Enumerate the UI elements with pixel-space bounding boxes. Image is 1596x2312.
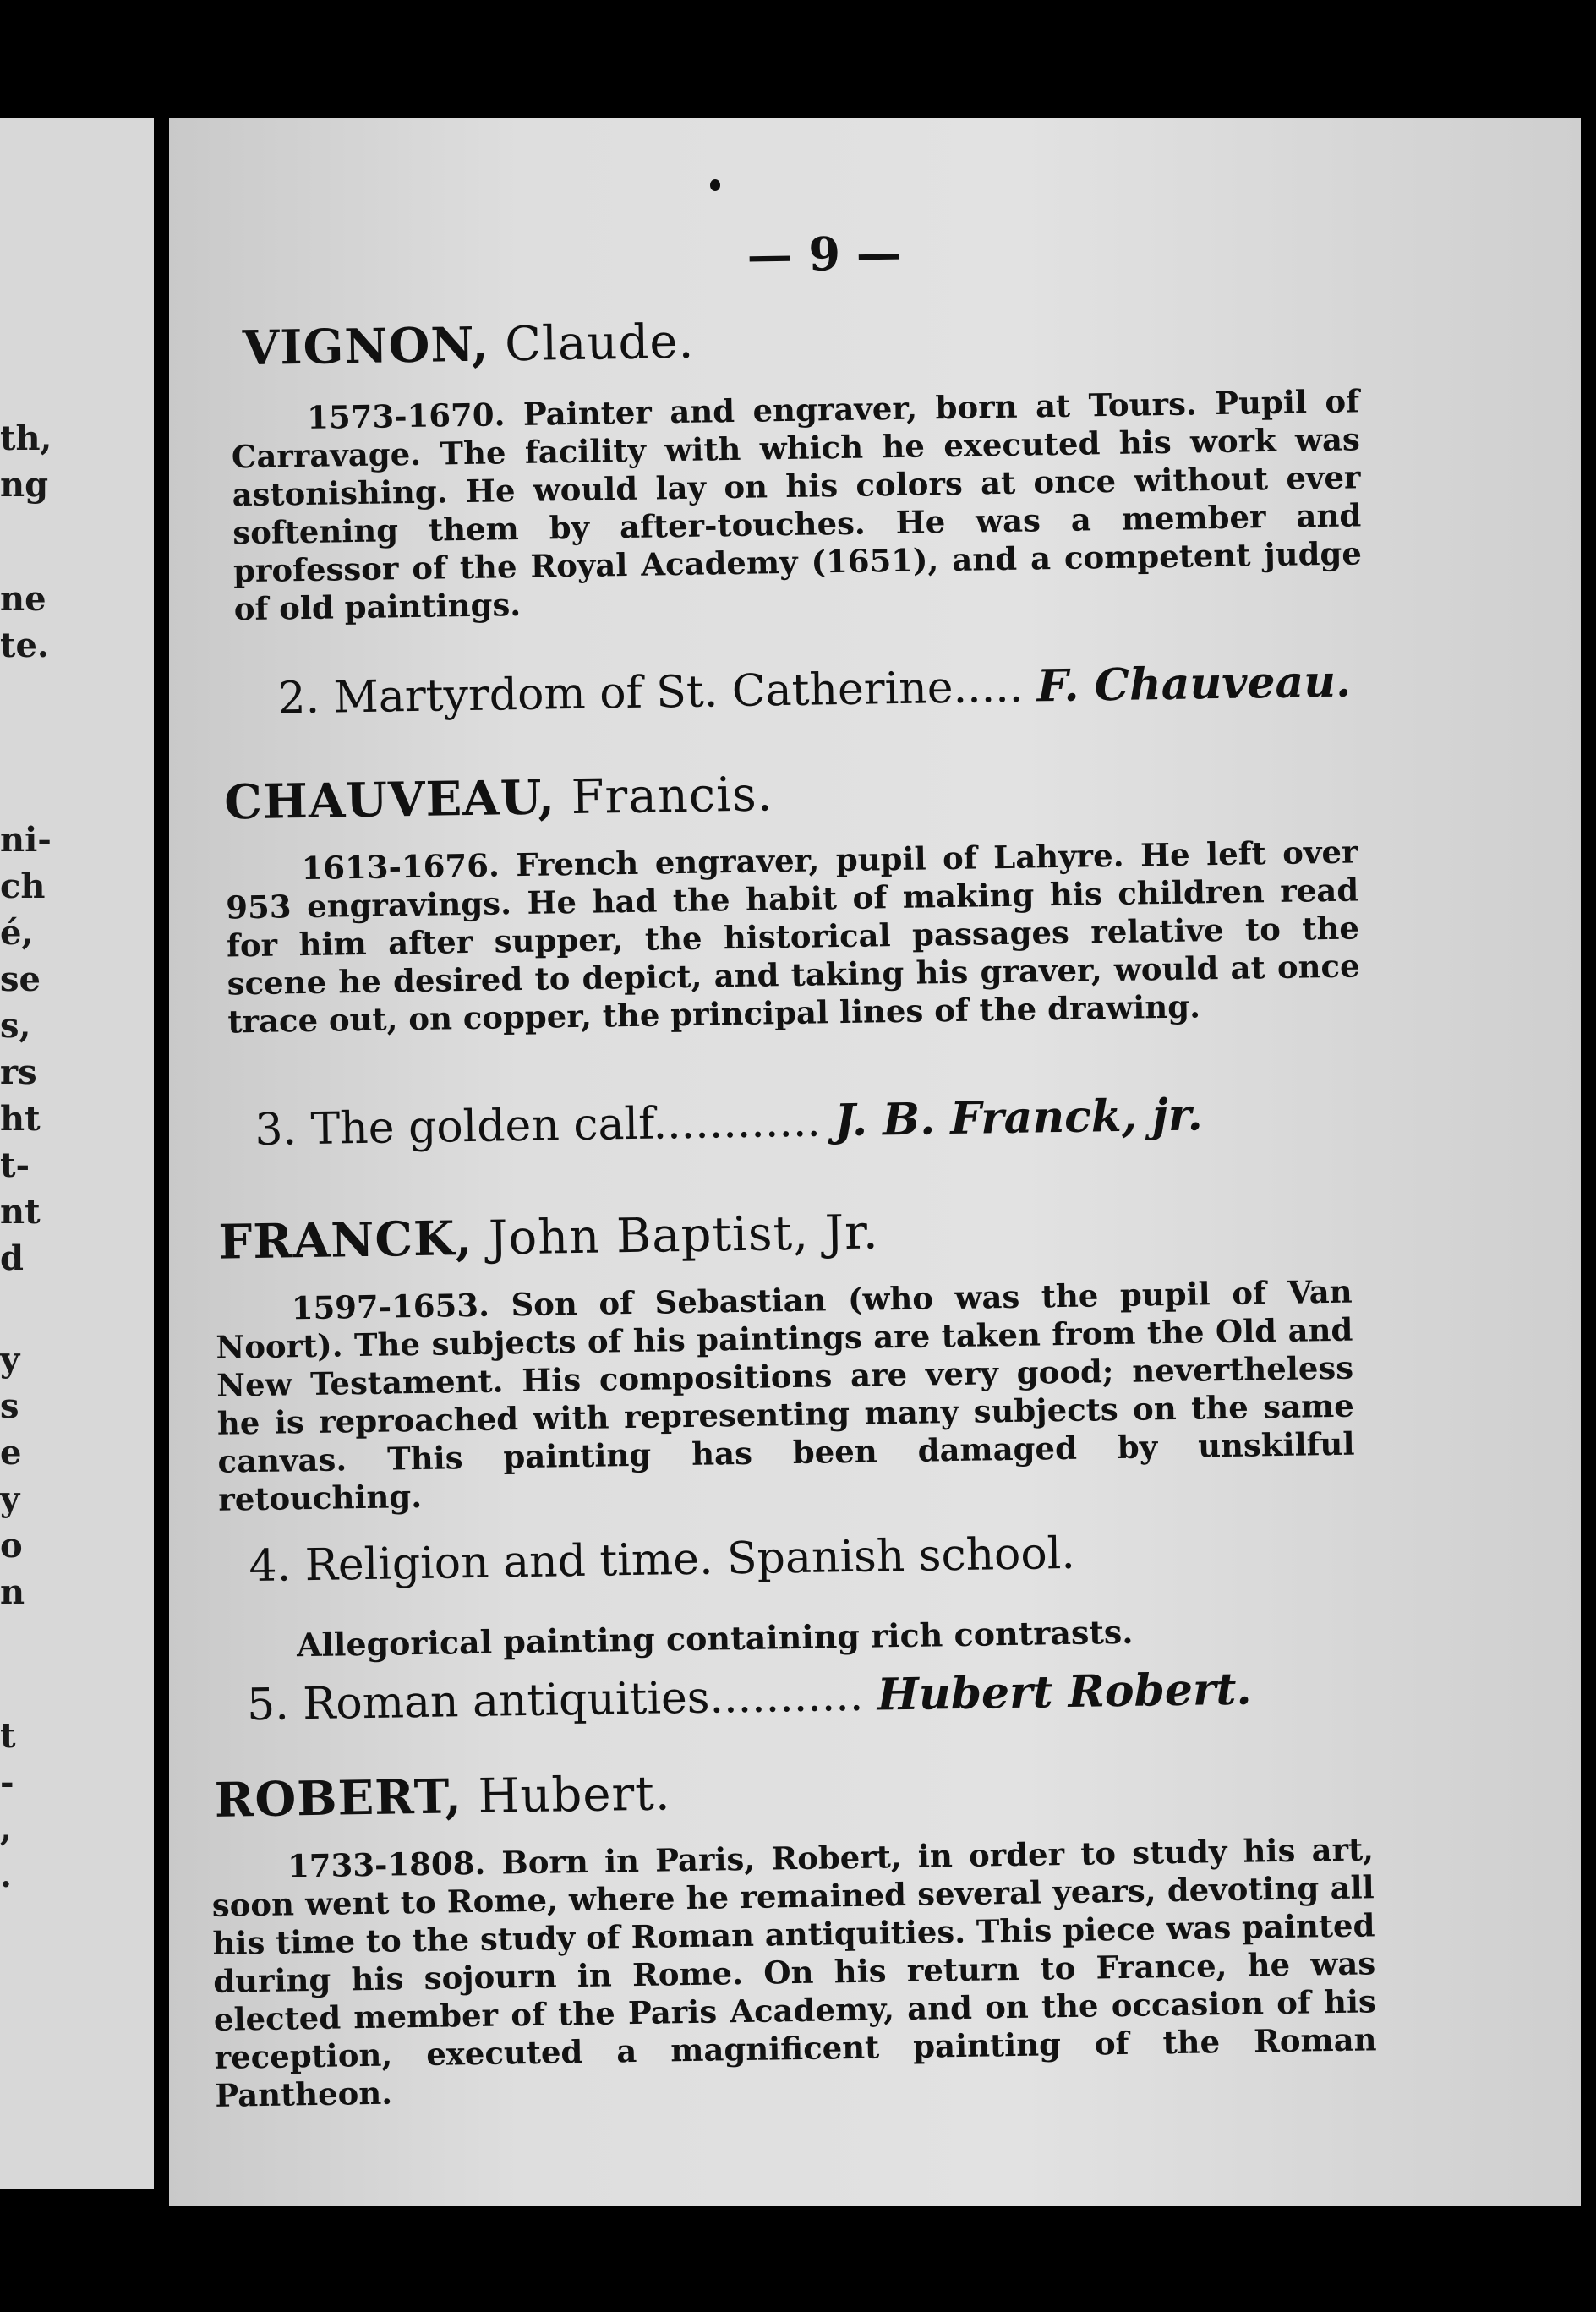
left-fragment: nt <box>0 1192 41 1232</box>
left-fragment: th, <box>0 418 52 458</box>
plate-leader-dots: ..... <box>953 661 1024 713</box>
entry-text-chauveau: 1613-1676. French engraver, pupil of Lahyre. He left over 953 engravings. He had the habit of making his children read for him after supper, the historical passages relative to the scene he desired to depict, and taking his graver, would at once trace out, on copper, the principal lines of the drawing. <box>225 833 1360 1041</box>
plate-artist: Hubert Robert. <box>877 1663 1252 1721</box>
plate-title: Roman antiquities <box>302 1672 710 1730</box>
plate-title: The golden calf <box>310 1098 653 1155</box>
left-fragment: t- <box>0 1145 30 1185</box>
plate-leader-dots: ........... <box>708 1670 864 1724</box>
plate-title: Martyrdom of St. Catherine <box>333 662 954 724</box>
entry-heading-robert <box>214 1765 671 1828</box>
plate-4 <box>249 1528 1075 1592</box>
left-fragment: y <box>0 1479 20 1519</box>
left-fragment: y <box>0 1340 20 1380</box>
heading-surname: VIGNON, <box>242 316 489 377</box>
heading-surname: ROBERT, <box>214 1768 463 1828</box>
plate-title: Religion and time. Spanish school. <box>304 1528 1076 1592</box>
left-fragment: , <box>0 1809 12 1849</box>
heading-given: John Baptist, Jr. <box>488 1205 880 1266</box>
left-fragment: e <box>0 1433 22 1473</box>
entry-text-robert: 1733-1808. Born in Paris, Robert, in order to study his art, soon went to Rome, where he remained several years, devoting all his time to the study of Roman antiquities. This piece was painted during his sojourn in Rome. On his return to France, he was elected member of the Paris Academy, and on the occasion of his reception, executed a magnificent painting of the Roman Pantheon. <box>211 1830 1377 2114</box>
book-page <box>169 118 1581 2206</box>
plate-artist: F. Chauveau. <box>1036 655 1352 713</box>
heading-given: Hubert. <box>478 1766 672 1824</box>
entry-heading-vignon <box>242 314 694 376</box>
plate-leader-dots: ............ <box>653 1096 822 1150</box>
left-fragment: ch <box>0 866 46 906</box>
left-fragment: . <box>0 1856 12 1895</box>
plate-3 <box>254 1087 1354 1156</box>
left-fragment: se <box>0 959 41 999</box>
left-fragment: s <box>0 1386 19 1426</box>
plate-number: 2. <box>276 672 320 724</box>
left-fragment: ni- <box>0 820 52 860</box>
entry-heading-chauveau <box>224 766 773 830</box>
plate-number: 4. <box>249 1540 292 1593</box>
plate-4-note: Allegorical painting containing rich contrasts. <box>296 1612 1134 1664</box>
plate-number: 3. <box>254 1104 298 1156</box>
plate-2 <box>277 656 1352 724</box>
left-fragment: ne <box>0 579 46 619</box>
page-number: — 9 — <box>746 225 903 282</box>
left-fragment: - <box>0 1763 14 1802</box>
left-fragment: ng <box>0 465 49 505</box>
left-fragment: n <box>0 1572 25 1612</box>
heading-given: Francis. <box>571 767 774 826</box>
left-fragment: te. <box>0 626 49 665</box>
entry-text-vignon: 1573-1670. Painter and engraver, born at Tours. Pupil of Carravage. The facility with which he executed his work was astonishing. He would lay on his colors at once without ever softening them by after-touches. He was a member and professor of the Royal Academy (1651), and a competent judge of old paintings. <box>231 382 1363 628</box>
left-fragment: rs <box>0 1052 37 1092</box>
left-fragment: s, <box>0 1006 31 1046</box>
left-page-fragment <box>0 118 154 2189</box>
entry-text-franck: 1597-1653. Son of Sebastian (who was the pupil of Van Noort). The subjects of his paintings are taken from the Old and New Testament. His compositions are very good; nevertheless he is reproached with representing many subjects on the same canvas. This painting has been damaged by unskilful retouching. <box>216 1272 1355 1518</box>
heading-surname: CHAUVEAU, <box>223 769 556 831</box>
plate-5 <box>247 1661 1372 1730</box>
plate-number: 5. <box>246 1679 290 1731</box>
heading-given: Claude. <box>504 314 695 373</box>
plate-artist: J. B. Franck, jr. <box>834 1089 1204 1147</box>
heading-surname: FRANCK, <box>217 1210 473 1271</box>
left-fragment: é, <box>0 913 34 953</box>
left-fragment: d <box>0 1238 24 1278</box>
left-fragment: ht <box>0 1099 41 1139</box>
left-fragment: t <box>0 1716 16 1756</box>
entry-heading-franck <box>218 1204 879 1270</box>
left-fragment: o <box>0 1526 23 1566</box>
page-text <box>169 118 1581 2206</box>
